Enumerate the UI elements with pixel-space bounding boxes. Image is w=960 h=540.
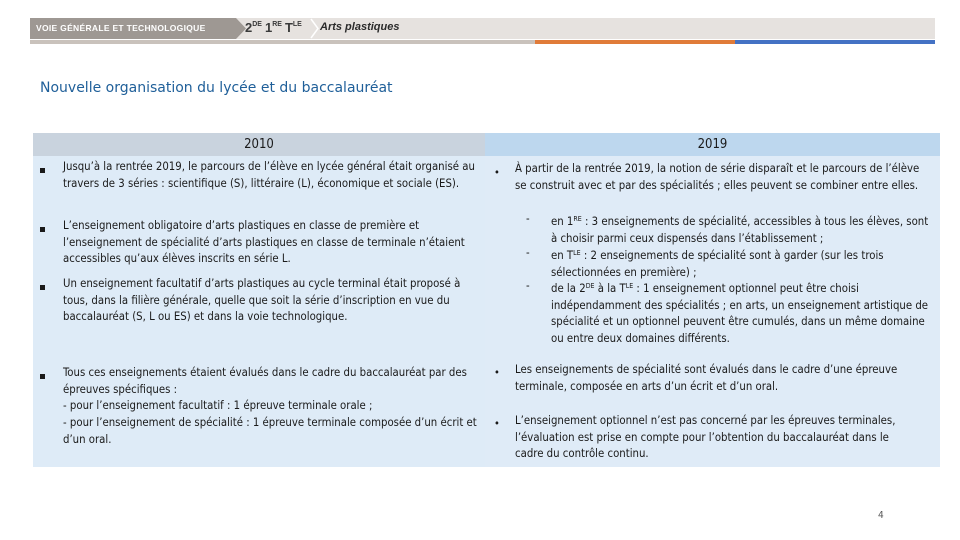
dash-icon: - bbox=[526, 212, 530, 225]
dash-icon: - bbox=[526, 279, 530, 292]
right-sub-1: en 1RE : 3 enseignements de spécialité, accessibles à tous les élèves, sont à choisir parmi ceux dispensés dans l’établissement ; bbox=[551, 215, 929, 245]
right-intro: À partir de la rentrée 2019, la notion de série disparaît et le parcours de l’élève se construit avec et par des spécialités ; elles peuvent se combiner entre elles. bbox=[515, 162, 920, 192]
left-item-1: Jusqu’à la rentrée 2019, le parcours de l’élève en lycée général était organisé au travers de 3 séries : scientifique (S), littéraire (L), économique et sociale (ES). bbox=[63, 160, 475, 190]
chevron-right-icon bbox=[310, 18, 320, 39]
right-item-3: L’enseignement optionnel n’est pas concerné par les épreuves terminales, l’évaluation est prise en compte pour l’obtention du baccalauréat dans le cadre du contrôle continu. bbox=[515, 414, 896, 460]
dash-icon: - bbox=[526, 246, 530, 259]
bullet-icon bbox=[40, 283, 45, 293]
right-item-2: Les enseignements de spécialité sont évalués dans le cadre d’une épreuve terminale, composée en arts d’un écrit et d’un oral. bbox=[515, 363, 898, 393]
column-header-2010: 2010 bbox=[33, 133, 485, 156]
bullet-icon bbox=[40, 225, 45, 235]
left-item-2: L’enseignement obligatoire d’arts plastiques en classe de première et l’enseignement de spécialité d’arts plastiques en classe de terminale n’étaient accessibles qu’aux élèves inscrits en série L. bbox=[63, 219, 465, 265]
left-subline-2: - pour l’enseignement de spécialité : 1 épreuve terminale composée d’un écrit et d’un oral. bbox=[63, 416, 477, 446]
column-2010-body bbox=[33, 156, 485, 467]
levels-label: 2DE 1RE $T^{LE}$ bbox=[245, 20, 302, 35]
left-subline-1: - pour l’enseignement facultatif : 1 épreuve terminale orale ; bbox=[63, 399, 373, 412]
header-bar bbox=[30, 18, 935, 39]
stripe-orange bbox=[535, 40, 735, 44]
right-sub-2: en $T^{LE}$ : 2 enseignements de spécialité sont à garder (sur les trois sélectionnées en première) ; bbox=[551, 249, 884, 279]
page-title: Nouvelle organisation du lycée et du baccalauréat bbox=[40, 80, 393, 96]
left-item-4: Tous ces enseignements étaient évalués dans le cadre du baccalauréat par des épreuves spécifiques : bbox=[63, 366, 467, 396]
column-header-2019: 2019 bbox=[485, 133, 940, 156]
stripe-blue bbox=[735, 40, 935, 44]
column-2019-body bbox=[485, 156, 940, 467]
bullet-icon bbox=[40, 372, 45, 382]
bullet-icon bbox=[40, 166, 45, 176]
page-number: 4 bbox=[878, 510, 884, 521]
stripe-gray bbox=[30, 40, 535, 44]
bullet-icon: • bbox=[494, 417, 500, 430]
left-item-3: Un enseignement facultatif d’arts plastiques au cycle terminal était proposé à tous, dans la filière générale, quelle que soit la série d’inscription en vue du baccalauréat (S, L ou ES) et dans la voie technologique. bbox=[63, 277, 461, 323]
bullet-icon: • bbox=[494, 166, 500, 179]
category-label: VOIE GÉNÉRALE ET TECHNOLOGIQUE bbox=[36, 23, 206, 33]
subject-label: Arts plastiques bbox=[320, 21, 400, 33]
bullet-icon: • bbox=[494, 366, 500, 379]
right-sub-3: de la 2DE à la $T^{LE}$ : 1 enseignement optionnel peut être choisi indépendamment des spécialités ; en arts, un enseignement artistique de spécialité et un optionnel peuvent être cumulés, dans un même domaine ou entre deux domaines différents. bbox=[551, 282, 929, 345]
